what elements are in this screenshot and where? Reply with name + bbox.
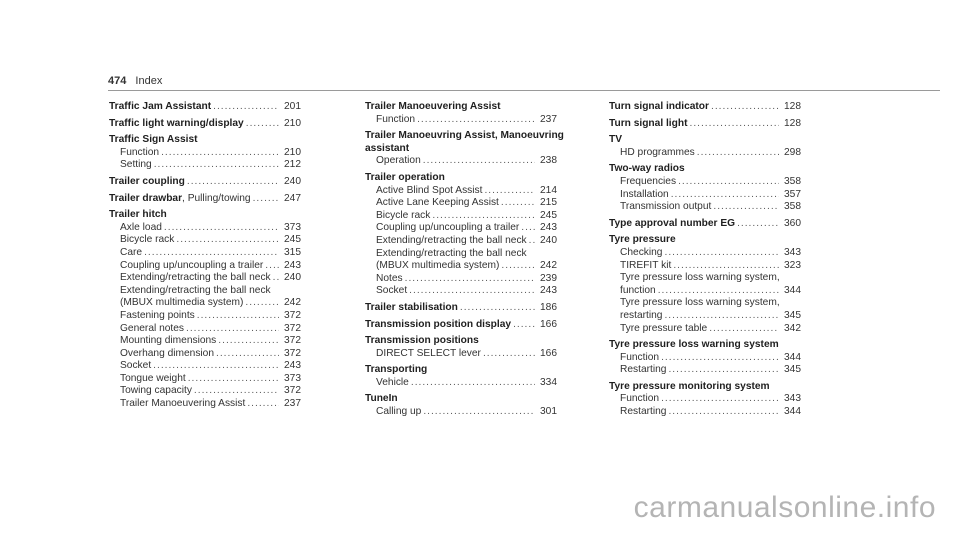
dot-leader: [432, 210, 535, 223]
entry-title: Two-way radios: [609, 163, 685, 175]
dot-leader: [253, 193, 279, 206]
dot-leader: [218, 335, 279, 348]
index-subentry-line: [365, 222, 557, 235]
subentry-text: Socket: [120, 360, 152, 372]
dot-leader: [664, 310, 779, 323]
subentry-text: HD programmes: [620, 146, 695, 158]
index-column-2: [365, 101, 564, 423]
subentry-text: General notes: [120, 322, 184, 334]
dot-leader: [245, 297, 279, 310]
subentry-text: Restarting: [620, 406, 667, 418]
dot-leader: [713, 201, 779, 214]
subentry-text: Trailer Manoeuvering Assist: [120, 398, 246, 410]
index-subentry-line: [365, 348, 557, 361]
index-subentry-line: [609, 201, 801, 214]
index-entry: [609, 381, 801, 419]
dot-leader: [668, 364, 779, 377]
index-subentry-line: [365, 406, 557, 419]
index-entry: [365, 130, 564, 168]
page-reference: 345: [784, 364, 801, 376]
dot-leader: [213, 101, 279, 114]
section-title: Index: [135, 75, 163, 87]
page-reference: 240: [284, 272, 301, 284]
dot-leader: [668, 406, 779, 419]
page-reference: 212: [284, 159, 301, 171]
subentry-text: Tyre pressure loss warning system,: [620, 272, 780, 284]
index-subentry-line: [109, 398, 301, 411]
index-entry-line: [109, 134, 301, 147]
index-subentry-line: [109, 310, 301, 323]
dot-leader: [661, 393, 779, 406]
index-subentry-line: [609, 147, 801, 160]
index-subentry-line: [365, 273, 557, 286]
page-reference: 245: [284, 234, 301, 246]
page-reference: 372: [284, 322, 301, 334]
page-reference: 240: [284, 175, 301, 187]
page-reference: 247: [284, 192, 301, 204]
index-subentry-line: [109, 323, 301, 336]
dot-leader: [411, 377, 535, 390]
subentry-text: Installation: [620, 188, 669, 200]
index-entry-line: [365, 335, 557, 348]
page-reference: 245: [540, 209, 557, 221]
dot-leader: [176, 234, 279, 247]
page-reference: 323: [784, 259, 801, 271]
dot-leader: [409, 285, 535, 298]
index-subentry-line: [365, 155, 557, 168]
index-subentry-line: [109, 385, 301, 398]
subentry-text: Notes: [376, 272, 403, 284]
page-reference: 237: [540, 113, 557, 125]
index-entry: [109, 134, 301, 172]
index-subentry-line: [109, 348, 301, 361]
page-reference: 210: [284, 117, 301, 129]
index-subentry-line: [609, 247, 801, 260]
entry-title: Trailer drawbar: [109, 192, 183, 204]
subentry-text: Bicycle rack: [376, 209, 431, 221]
index-entry-line: [365, 101, 557, 114]
entry-title: Tyre pressure monitoring system: [609, 380, 770, 392]
dot-leader: [709, 323, 779, 336]
page-reference: 243: [540, 285, 557, 297]
dot-leader: [673, 260, 779, 273]
entry-title: Trailer stabilisation: [365, 301, 458, 313]
index-subentry-line: [109, 159, 301, 172]
page-reference: 128: [784, 117, 801, 129]
subentry-text: Extending/retracting the ball neck: [376, 234, 527, 246]
dot-leader: [658, 285, 779, 298]
index-subentry-line: [365, 235, 557, 248]
page-reference: 344: [784, 406, 801, 418]
index-subentry-line: [109, 147, 301, 160]
page-reference: 358: [784, 201, 801, 213]
index-entry-line: [109, 176, 301, 189]
subentry-text: restarting: [620, 309, 663, 321]
index-subentry-line: [609, 260, 801, 273]
entry-title: Transporting: [365, 364, 428, 376]
index-entry: [365, 364, 557, 389]
index-entry: [365, 302, 557, 315]
index-subentry-line: [109, 373, 301, 386]
index-subentry-line: [109, 360, 301, 373]
page-header: [108, 74, 940, 88]
dot-leader: [664, 247, 779, 260]
page-reference: 343: [784, 246, 801, 258]
index-subentry-line: [365, 114, 557, 127]
index-subentry-line: [365, 285, 557, 298]
index-entry-line: [109, 193, 301, 206]
index-entry: [365, 172, 557, 298]
page-reference: 315: [284, 246, 301, 258]
subentry-text: Checking: [620, 246, 663, 258]
index-subentry-line: [109, 247, 301, 260]
dot-leader: [460, 302, 535, 315]
entry-title: Trailer Manoeuvering Assist: [365, 101, 501, 112]
page-reference: 237: [284, 398, 301, 410]
subentry-text: Vehicle: [376, 376, 409, 388]
index-subentry-line: [109, 285, 301, 298]
entry-subtitle: , Pulling/towing: [182, 192, 251, 204]
subentry-text: Function: [376, 113, 416, 125]
subentry-text: Socket: [376, 285, 408, 297]
subentry-text: Overhang dimension: [120, 347, 215, 359]
index-entry-line: [609, 339, 801, 352]
index-subentry-line: [609, 297, 801, 310]
dot-leader: [161, 147, 279, 160]
dot-leader: [513, 319, 535, 332]
index-subentry-line: [609, 393, 801, 406]
dot-leader: [529, 235, 535, 248]
index-entry: [109, 101, 301, 114]
index-subentry-line: [609, 406, 801, 419]
index-subentry-line: [365, 210, 557, 223]
page-number: 474: [108, 75, 127, 87]
dot-leader: [483, 348, 535, 361]
subentry-text: (MBUX multimedia system): [376, 260, 500, 272]
dot-leader: [711, 101, 779, 114]
page-reference: 186: [540, 301, 557, 313]
index-entry-line: [609, 163, 801, 176]
entry-title: Traffic light warning/display: [109, 117, 244, 129]
dot-leader: [417, 114, 535, 127]
index-entry: [365, 101, 557, 126]
dot-leader: [164, 222, 279, 235]
entry-title: Traffic Jam Assistant: [109, 101, 212, 112]
index-subentry-line: [609, 176, 801, 189]
index-subentry-line: [365, 185, 557, 198]
dot-leader: [501, 197, 535, 210]
dot-leader: [154, 159, 279, 172]
index-entry-line: [365, 143, 557, 156]
index-subentry-line: [365, 260, 557, 273]
page-reference: 342: [784, 322, 801, 334]
entry-title: TuneIn: [365, 393, 398, 405]
subentry-text: Calling up: [376, 406, 422, 418]
index-entry-line: [609, 118, 801, 131]
subentry-text: Towing capacity: [120, 385, 192, 397]
page-reference: 243: [284, 259, 301, 271]
page-reference: 239: [540, 272, 557, 284]
page-reference: 344: [784, 351, 801, 363]
entry-title: Trailer Manoeuvring Assist, Manoeuvring: [365, 130, 564, 142]
index-entry: [365, 393, 557, 418]
index-subentry-line: [365, 377, 557, 390]
page-reference: 344: [784, 284, 801, 296]
page-reference: 243: [284, 360, 301, 372]
index-subentry-line: [609, 310, 801, 323]
subentry-text: TIREFIT kit: [620, 259, 672, 271]
entry-title: Turn signal indicator: [609, 101, 709, 112]
index-entry-line: [365, 172, 557, 185]
subentry-text: Coupling up/uncoupling a trailer: [376, 222, 520, 234]
index-subentry-line: [109, 234, 301, 247]
dot-leader: [423, 155, 535, 168]
dot-leader: [501, 260, 535, 273]
subentry-text: Extending/retracting the ball neck: [376, 247, 527, 259]
index-entry: [609, 163, 801, 213]
page-reference: 166: [540, 318, 557, 330]
entry-title: assistant: [365, 142, 410, 154]
index-subentry-line: [109, 272, 301, 285]
index-entry-line: [109, 209, 301, 222]
index-column-3: [609, 101, 801, 423]
index-subentry-line: [609, 285, 801, 298]
index-entry: [365, 319, 557, 332]
entry-title: TV: [609, 134, 623, 146]
index-subentry-line: [609, 352, 801, 365]
index-entry-line: [609, 101, 801, 114]
dot-leader: [521, 222, 535, 235]
dot-leader: [197, 310, 279, 323]
index-entry-line: [609, 218, 801, 231]
page-reference: 240: [540, 234, 557, 246]
entry-title: Trailer coupling: [109, 175, 185, 187]
dot-leader: [671, 189, 779, 202]
dot-leader: [678, 176, 779, 189]
page-reference: 166: [540, 347, 557, 359]
index-subentry-line: [609, 189, 801, 202]
subentry-text: Tyre pressure table: [620, 322, 708, 334]
page-reference: 343: [784, 393, 801, 405]
index-entry: [609, 118, 801, 131]
index-entry-line: [609, 134, 801, 147]
dot-leader: [216, 348, 279, 361]
index-subentry-line: [609, 272, 801, 285]
page-reference: 373: [284, 372, 301, 384]
index-column-1: [109, 101, 301, 415]
index-entry-line: [365, 130, 564, 143]
dot-leader: [188, 373, 279, 386]
dot-leader: [194, 385, 279, 398]
index-entry: [609, 339, 801, 377]
page-reference: 242: [540, 260, 557, 272]
subentry-text: Bicycle rack: [120, 234, 175, 246]
page-reference: 358: [784, 175, 801, 187]
index-entry: [365, 335, 557, 360]
subentry-text: Function: [120, 146, 160, 158]
dot-leader: [484, 185, 535, 198]
index-entry-line: [365, 393, 557, 406]
dot-leader: [689, 118, 779, 131]
dot-leader: [265, 260, 279, 273]
subentry-text: Frequencies: [620, 175, 677, 187]
subentry-text: Function: [620, 393, 660, 405]
page-reference: 372: [284, 385, 301, 397]
page-reference: 334: [540, 376, 557, 388]
entry-title: Transmission positions: [365, 335, 479, 347]
page-reference: 373: [284, 221, 301, 233]
dot-leader: [405, 273, 535, 286]
subentry-text: Tongue weight: [120, 372, 186, 384]
index-subentry-line: [609, 364, 801, 377]
page-reference: 357: [784, 188, 801, 200]
watermark: carmanualsonline.info: [633, 491, 936, 524]
subentry-text: DIRECT SELECT lever: [376, 347, 481, 359]
subentry-text: Setting: [120, 159, 152, 171]
index-subentry-line: [109, 297, 301, 310]
subentry-text: function: [620, 284, 656, 296]
index-entry: [109, 209, 301, 411]
page-reference: 210: [284, 146, 301, 158]
subentry-text: Extending/retracting the ball neck: [120, 272, 271, 284]
index-subentry-line: [365, 197, 557, 210]
page-reference: 242: [284, 297, 301, 309]
subentry-text: Mounting dimensions: [120, 335, 217, 347]
index-entry-line: [109, 101, 301, 114]
page-reference: 372: [284, 347, 301, 359]
dot-leader: [697, 147, 779, 160]
page-reference: 372: [284, 309, 301, 321]
page-reference: 298: [784, 146, 801, 158]
index-subentry-line: [109, 260, 301, 273]
dot-leader: [273, 272, 279, 285]
index-entry-line: [365, 364, 557, 377]
subentry-text: Fastening points: [120, 309, 195, 321]
entry-title: Tyre pressure loss warning system: [609, 339, 779, 351]
entry-title: Trailer operation: [365, 171, 445, 183]
page-reference: 238: [540, 155, 557, 167]
index-entry-line: [365, 302, 557, 315]
index-subentry-line: [365, 248, 557, 261]
index-subentry-line: [109, 222, 301, 235]
subentry-text: Restarting: [620, 364, 667, 376]
index-entry: [609, 218, 801, 231]
subentry-text: Active Lane Keeping Assist: [376, 197, 499, 209]
dot-leader: [153, 360, 279, 373]
dot-leader: [186, 323, 279, 336]
dot-leader: [187, 176, 279, 189]
page-reference: 345: [784, 309, 801, 321]
dot-leader: [144, 247, 279, 260]
subentry-text: Transmission output: [620, 201, 712, 213]
page-reference: 201: [284, 101, 301, 112]
index-subentry-line: [609, 323, 801, 336]
page-reference: 372: [284, 335, 301, 347]
page-reference: 215: [540, 197, 557, 209]
entry-title: Traffic Sign Assist: [109, 134, 198, 146]
entry-title: Type approval number EG: [609, 217, 736, 229]
index-entry: [109, 118, 301, 131]
subentry-text: Operation: [376, 155, 421, 167]
entry-title: Tyre pressure: [609, 234, 676, 246]
index-entry-line: [109, 118, 301, 131]
dot-leader: [737, 218, 779, 231]
dot-leader: [246, 118, 279, 131]
index-entry: [109, 193, 301, 206]
page-reference: 214: [540, 184, 557, 196]
dot-leader: [661, 352, 779, 365]
entry-title: Trailer hitch: [109, 209, 167, 221]
index-entry: [609, 234, 801, 335]
dot-leader: [423, 406, 535, 419]
subentry-text: Axle load: [120, 221, 162, 233]
subentry-text: Care: [120, 246, 143, 258]
page-reference: 360: [784, 217, 801, 229]
subentry-text: Function: [620, 351, 660, 363]
entry-title: Turn signal light: [609, 117, 688, 129]
index-entry: [609, 134, 801, 159]
subentry-text: Active Blind Spot Assist: [376, 184, 483, 196]
index-entry-line: [609, 234, 801, 247]
index-entry-line: [365, 319, 557, 332]
subentry-text: (MBUX multimedia system): [120, 297, 244, 309]
index-entry-line: [609, 381, 801, 394]
subentry-text: Tyre pressure loss warning system,: [620, 297, 780, 309]
subentry-text: Extending/retracting the ball neck: [120, 284, 271, 296]
page-reference: 243: [540, 222, 557, 234]
index-entry: [609, 101, 801, 114]
subentry-text: Coupling up/uncoupling a trailer: [120, 259, 264, 271]
entry-title: Transmission position display: [365, 318, 512, 330]
page-reference: 301: [540, 406, 557, 418]
header-divider: [108, 90, 940, 91]
page-reference: 128: [784, 101, 801, 112]
index-subentry-line: [109, 335, 301, 348]
index-entry: [109, 176, 301, 189]
dot-leader: [247, 398, 279, 411]
